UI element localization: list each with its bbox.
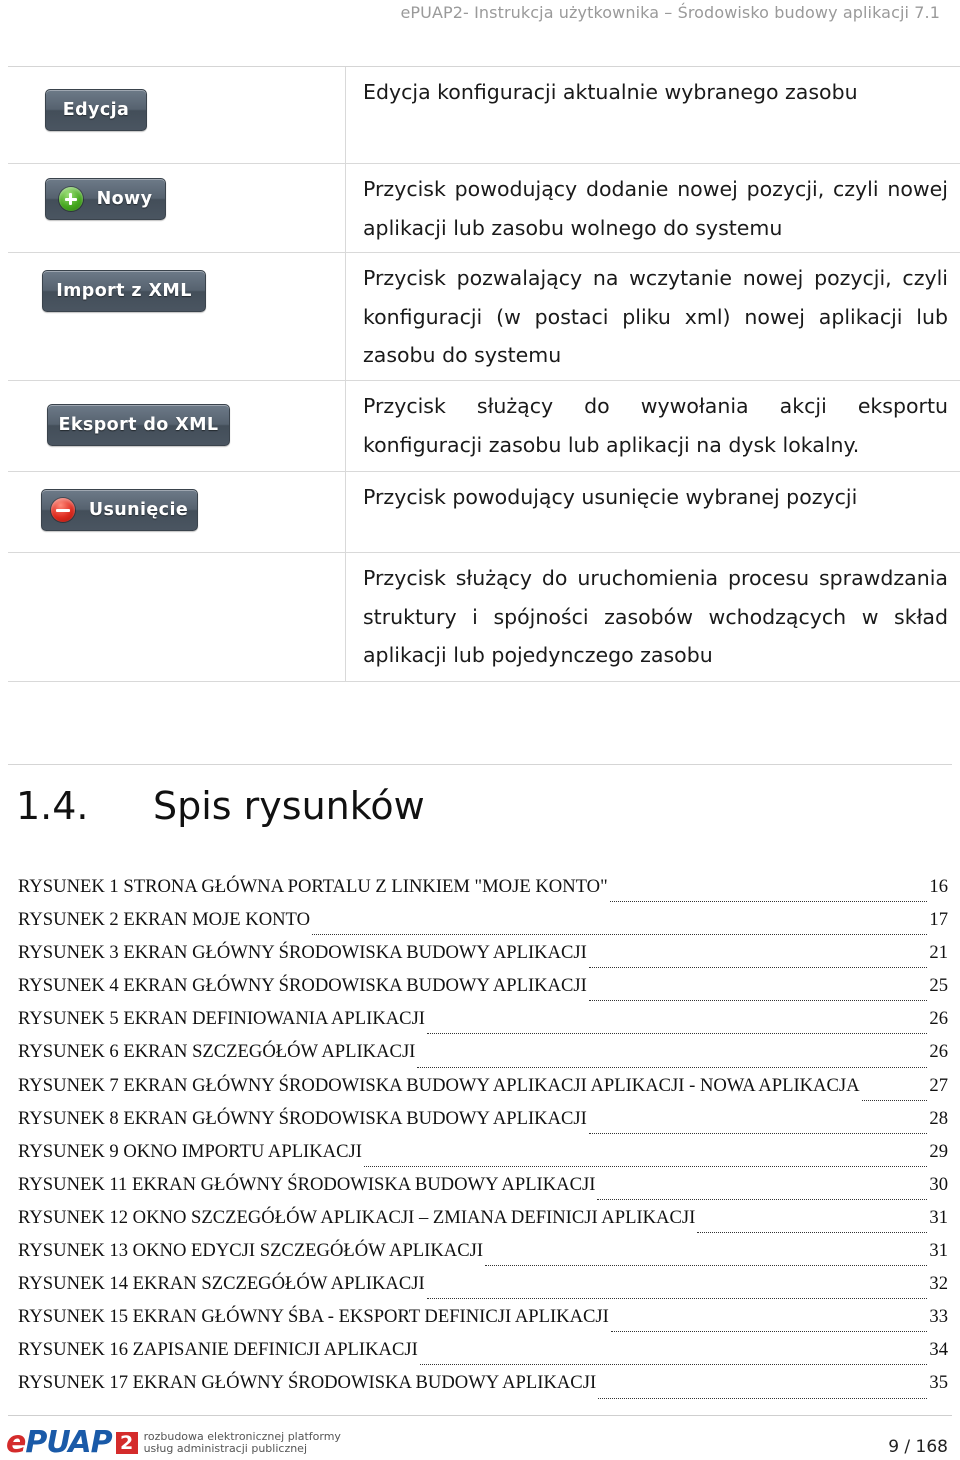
toc-entry-title: RYSUNEK 14 EKRAN SZCZEGÓŁÓW APLIKACJI xyxy=(18,1273,425,1295)
toc-entry[interactable] xyxy=(18,975,948,1008)
logo-e: e xyxy=(6,1425,26,1460)
toc-entry-page: 26 xyxy=(929,1041,948,1063)
import-xml-button-label: Import z XML xyxy=(56,281,192,301)
toc-entry-page: 30 xyxy=(929,1173,948,1195)
import-xml-button[interactable] xyxy=(42,270,206,312)
section-title: Spis rysunków xyxy=(153,784,425,828)
toc-entry[interactable] xyxy=(18,1008,948,1041)
logo-tagline-line-2: usług administracji publicznej xyxy=(143,1442,308,1455)
toc-dot-leader xyxy=(598,1397,927,1399)
toc-dot-leader xyxy=(427,1297,928,1299)
table-row xyxy=(8,381,960,472)
button-cell xyxy=(8,381,346,471)
footer-divider xyxy=(8,1415,952,1416)
toc-entry-page: 31 xyxy=(929,1206,948,1228)
toc-entry[interactable] xyxy=(18,1075,948,1108)
toc-entry-page: 32 xyxy=(929,1273,948,1295)
toc-entry-page: 21 xyxy=(929,942,948,964)
new-button[interactable] xyxy=(45,178,166,220)
logo-tagline-line-1: rozbudowa elektronicznej platformy xyxy=(143,1430,341,1443)
toc-entry-page: 35 xyxy=(929,1372,948,1394)
toc-entry-title: RYSUNEK 3 EKRAN GŁÓWNY ŚRODOWISKA BUDOWY APLIKACJI xyxy=(18,942,587,964)
toc-dot-leader xyxy=(589,999,928,1001)
toc-entry[interactable] xyxy=(18,1041,948,1074)
buttons-description-table xyxy=(8,67,960,682)
toc-dot-leader xyxy=(427,1032,927,1034)
section-number: 1.4. xyxy=(16,784,89,828)
button-cell xyxy=(8,553,346,681)
toc-dot-leader xyxy=(312,933,927,935)
description-cell: Edycja konfiguracji aktualnie wybranego zasobu xyxy=(363,80,858,104)
logo-wordmark xyxy=(6,1425,112,1460)
toc-entry[interactable] xyxy=(18,1372,948,1405)
button-cell xyxy=(8,253,346,380)
toc-entry-title: RYSUNEK 17 EKRAN GŁÓWNY ŚRODOWISKA BUDOWY APLIKACJI xyxy=(18,1372,597,1394)
toc-entry-title: RYSUNEK 7 EKRAN GŁÓWNY ŚRODOWISKA BUDOWY APLIKACJI APLIKACJI - NOWA APLIKACJA xyxy=(18,1074,860,1096)
toc-entry[interactable] xyxy=(18,876,948,909)
toc-dot-leader xyxy=(589,1132,928,1134)
toc-dot-leader xyxy=(420,1363,928,1365)
toc-entry-title: RYSUNEK 16 ZAPISANIE DEFINICJI APLIKACJI xyxy=(18,1339,418,1361)
logo-tagline xyxy=(144,1431,341,1455)
toc-dot-leader xyxy=(597,1198,927,1200)
plus-circle-icon xyxy=(59,187,83,211)
toc-entry-page: 16 xyxy=(929,876,948,897)
running-header: ePUAP2- Instrukcja użytkownika – Środowisko budowy aplikacji 7.1 xyxy=(400,3,940,22)
toc-entry-title: RYSUNEK 13 OKNO EDYCJI SZCZEGÓŁÓW APLIKACJI xyxy=(18,1240,484,1262)
section-heading xyxy=(16,784,425,828)
toc-entry-page: 25 xyxy=(929,975,948,997)
toc-entry[interactable] xyxy=(18,1141,948,1174)
toc-entry[interactable] xyxy=(18,1108,948,1141)
export-xml-button-label: Eksport do XML xyxy=(58,415,219,435)
toc-entry-page: 28 xyxy=(929,1107,948,1129)
toc-entry[interactable] xyxy=(18,1207,948,1240)
logo-puap: PUAP xyxy=(25,1425,112,1460)
toc-entry-title: RYSUNEK 9 OKNO IMPORTU APLIKACJI xyxy=(18,1140,362,1162)
toc-dot-leader xyxy=(364,1165,927,1167)
toc-entry[interactable] xyxy=(18,942,948,975)
description-cell: Przycisk służący do wywołania akcji eksportu konfiguracji zasobu lub aplikacji na dysk lokalny. xyxy=(363,394,948,457)
new-button-label: Nowy xyxy=(96,189,153,209)
toc-entry-title: RYSUNEK 4 EKRAN GŁÓWNY ŚRODOWISKA BUDOWY APLIKACJI xyxy=(18,975,587,997)
toc-entry-title: RYSUNEK 1 STRONA GŁÓWNA PORTALU Z LINKIEM "MOJE KONTO" xyxy=(18,876,608,897)
toc-entry-title: RYSUNEK 12 OKNO SZCZEGÓŁÓW APLIKACJI – ZMIANA DEFINICJI APLIKACJI xyxy=(18,1206,696,1228)
minus-circle-icon xyxy=(51,498,75,522)
table-row xyxy=(8,553,960,682)
list-of-figures xyxy=(18,876,948,1406)
toc-entry[interactable] xyxy=(18,1339,948,1372)
delete-button[interactable] xyxy=(41,489,198,531)
toc-dot-leader xyxy=(589,966,928,968)
toc-entry-title: RYSUNEK 6 EKRAN SZCZEGÓŁÓW APLIKACJI xyxy=(18,1041,416,1063)
description-cell: Przycisk pozwalający na wczytanie nowej pozycji, czyli konfiguracji (w postaci pliku xml) nowej aplikacji lub zasobu do systemu xyxy=(363,266,948,367)
table-row xyxy=(8,164,960,253)
edit-button[interactable] xyxy=(45,89,147,131)
section-divider xyxy=(8,764,952,765)
delete-button-label: Usunięcie xyxy=(88,500,189,520)
logo-number: 2 xyxy=(116,1432,138,1454)
button-cell xyxy=(8,472,346,552)
toc-dot-leader xyxy=(485,1264,927,1266)
description-cell: Przycisk powodujący usunięcie wybranej pozycji xyxy=(363,485,858,509)
description-cell: Przycisk służący do uruchomienia procesu sprawdzania struktury i spójności zasobów wchodzących w skład aplikacji lub pojedynczego zasobu xyxy=(363,566,948,667)
epuap-logo xyxy=(6,1426,341,1460)
table-row xyxy=(8,67,960,164)
toc-entry-page: 33 xyxy=(929,1306,948,1328)
toc-dot-leader xyxy=(862,1099,928,1101)
page-number: 9 / 168 xyxy=(888,1437,948,1457)
toc-entry-page: 29 xyxy=(929,1140,948,1162)
toc-entry-title: RYSUNEK 15 EKRAN GŁÓWNY ŚBA - EKSPORT DEFINICJI APLIKACJI xyxy=(18,1306,609,1328)
toc-entry[interactable] xyxy=(18,1306,948,1339)
toc-entry-page: 31 xyxy=(929,1240,948,1262)
toc-entry-title: RYSUNEK 5 EKRAN DEFINIOWANIA APLIKACJI xyxy=(18,1008,425,1030)
toc-entry-title: RYSUNEK 2 EKRAN MOJE KONTO xyxy=(18,909,311,931)
toc-entry-title: RYSUNEK 8 EKRAN GŁÓWNY ŚRODOWISKA BUDOWY APLIKACJI xyxy=(18,1107,587,1129)
toc-entry-page: 26 xyxy=(929,1008,948,1030)
table-row xyxy=(8,472,960,553)
toc-entry[interactable] xyxy=(18,1240,948,1273)
toc-entry-page: 17 xyxy=(929,909,948,931)
toc-entry-page: 27 xyxy=(929,1074,948,1096)
button-cell xyxy=(8,67,346,163)
toc-entry[interactable] xyxy=(18,1273,948,1306)
toc-dot-leader xyxy=(610,900,928,902)
table-row xyxy=(8,253,960,381)
toc-entry[interactable] xyxy=(18,1174,948,1207)
export-xml-button[interactable] xyxy=(47,404,230,446)
description-cell: Przycisk powodujący dodanie nowej pozycji, czyli nowej aplikacji lub zasobu wolnego do systemu xyxy=(363,177,948,240)
toc-dot-leader xyxy=(417,1066,927,1068)
toc-dot-leader xyxy=(697,1231,927,1233)
button-cell xyxy=(8,164,346,252)
toc-entry-title: RYSUNEK 11 EKRAN GŁÓWNY ŚRODOWISKA BUDOWY APLIKACJI xyxy=(18,1173,596,1195)
edit-button-label: Edycja xyxy=(62,100,130,120)
toc-entry[interactable] xyxy=(18,909,948,942)
toc-dot-leader xyxy=(611,1330,928,1332)
toc-entry-page: 34 xyxy=(929,1339,948,1361)
